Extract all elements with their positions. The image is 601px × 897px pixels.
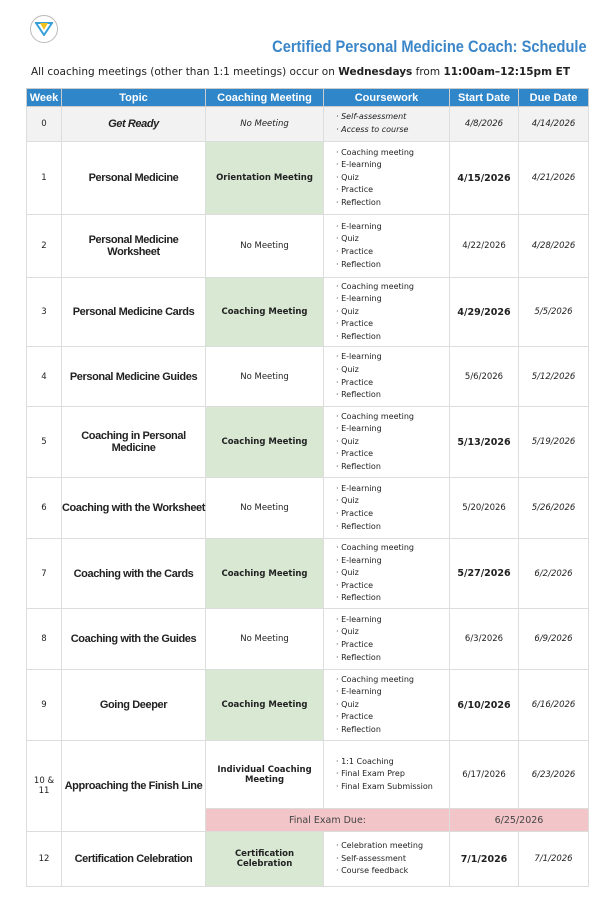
topic-cell: Certification Celebration	[62, 832, 206, 887]
coursework-cell	[324, 609, 450, 670]
logo	[30, 15, 58, 43]
due-date-cell: 4/28/2026	[519, 215, 589, 278]
header-meeting: Coaching Meeting	[206, 89, 324, 107]
coursework-item: · Practice	[336, 185, 374, 195]
coursework-item: · Practice	[336, 247, 374, 256]
coursework-item: · 1:1 Coaching	[336, 756, 394, 766]
coursework-item: · Reflection	[336, 652, 381, 662]
start-date-cell: 6/10/2026	[450, 670, 519, 741]
week-cell: 2	[27, 215, 62, 278]
coursework-cell	[324, 142, 450, 215]
week-cell: 8	[27, 609, 62, 670]
coursework-item: · E-learning	[336, 294, 382, 304]
coursework-item: · Quiz	[336, 568, 359, 578]
coursework-item: · E-learning	[336, 483, 382, 493]
topic-cell: Coaching in Personal Medicine	[62, 407, 206, 478]
coursework-item: · Coaching meeting	[336, 147, 415, 157]
coursework-cell	[324, 107, 450, 142]
coursework-item: · Coaching meeting	[336, 281, 415, 291]
start-date-cell: 4/15/2026	[450, 142, 519, 215]
coursework-cell	[324, 215, 450, 278]
coursework-item: · Practice	[336, 377, 374, 387]
table-row	[27, 278, 589, 347]
coursework-item: · Access to course	[336, 125, 409, 134]
due-date-cell: 6/2/2026	[519, 539, 589, 609]
week-cell: 12	[27, 832, 62, 887]
meeting-cell: Coaching Meeting	[206, 407, 324, 478]
schedule-table	[26, 88, 589, 887]
coursework-item: · Final Exam Submission	[336, 781, 433, 791]
coursework-item: · Reflection	[336, 331, 381, 341]
due-date-cell: 6/23/2026	[519, 741, 589, 809]
header-week: Week	[27, 89, 62, 107]
coursework-item: · Reflection	[336, 521, 381, 531]
coursework-item: · Quiz	[336, 496, 359, 506]
due-date-cell: 4/21/2026	[519, 142, 589, 215]
coursework-item: · Quiz	[336, 699, 359, 709]
due-date-cell: 7/1/2026	[519, 832, 589, 887]
week-cell: 5	[27, 407, 62, 478]
coursework-item: · E-learning	[336, 160, 382, 170]
due-date-cell: 5/19/2026	[519, 407, 589, 478]
coursework-item: · Course feedback	[336, 866, 409, 876]
table-row	[27, 347, 589, 407]
topic-cell: Personal Medicine Guides	[62, 347, 206, 407]
header-start-date: Start Date	[450, 89, 519, 107]
coursework-item: · Reflection	[336, 461, 381, 471]
table-row	[27, 107, 589, 142]
logo-triangle-icon	[35, 22, 53, 36]
due-date-cell: 6/9/2026	[519, 609, 589, 670]
coursework-cell	[324, 478, 450, 539]
table-row	[27, 539, 589, 609]
topic-cell: Going Deeper	[62, 670, 206, 741]
start-date-cell: 7/1/2026	[450, 832, 519, 887]
page-title: Certified Personal Medicine Coach: Schedule	[272, 37, 587, 56]
topic-cell: Approaching the Finish Line	[62, 741, 206, 832]
coursework-item: · Reflection	[336, 197, 381, 207]
coursework-item: · Final Exam Prep	[336, 769, 405, 779]
coursework-item: · Celebration meeting	[336, 841, 424, 851]
coursework-cell	[324, 278, 450, 347]
coursework-cell	[324, 539, 450, 609]
coursework-cell	[324, 832, 450, 887]
final-exam-label: Final Exam Due:	[206, 809, 450, 832]
header-due-date: Due Date	[519, 89, 589, 107]
start-date-cell: 5/27/2026	[450, 539, 519, 609]
schedule-note	[0, 66, 601, 78]
coursework-item: · Self-assessment	[336, 853, 406, 863]
note-day: Wednesdays	[338, 66, 413, 78]
coursework-item: · Practice	[336, 449, 374, 459]
coursework-item: · Quiz	[336, 436, 359, 446]
coursework-item: · E-learning	[336, 687, 382, 697]
note-time: 11:00am–12:15pm ET	[443, 66, 571, 78]
meeting-cell: No Meeting	[206, 609, 324, 670]
topic-cell: Coaching with the Cards	[62, 539, 206, 609]
table-row	[27, 609, 589, 670]
coursework-cell	[324, 407, 450, 478]
due-date-cell: 5/26/2026	[519, 478, 589, 539]
table-row	[27, 741, 589, 809]
start-date-cell: 5/20/2026	[450, 478, 519, 539]
week-cell: 4	[27, 347, 62, 407]
table-row	[27, 670, 589, 741]
note-text: All coaching meetings (other than 1:1 meetings) occur on	[30, 66, 339, 78]
table-row	[27, 832, 589, 887]
coursework-cell	[324, 347, 450, 407]
topic-cell: Coaching with the Worksheet	[62, 478, 206, 539]
coursework-item: · E-learning	[336, 352, 382, 362]
coursework-item: · Reflection	[336, 259, 381, 269]
topic-cell: Personal Medicine Worksheet	[62, 215, 206, 278]
coursework-cell	[324, 741, 450, 809]
coursework-cell	[324, 670, 450, 741]
week-cell: 1	[27, 142, 62, 215]
meeting-cell: Certification Celebration	[206, 832, 324, 887]
start-date-cell: 4/22/2026	[450, 215, 519, 278]
table-row	[27, 215, 589, 278]
week-cell: 6	[27, 478, 62, 539]
coursework-item: · Practice	[336, 319, 374, 329]
header-coursework: Coursework	[324, 89, 450, 107]
meeting-cell: No Meeting	[206, 478, 324, 539]
coursework-item: · Reflection	[336, 724, 381, 734]
table-header-row	[27, 89, 589, 107]
due-date-cell: 4/14/2026	[519, 107, 589, 142]
start-date-cell: 4/29/2026	[450, 278, 519, 347]
final-exam-date: 6/25/2026	[450, 809, 589, 832]
coursework-item: · Reflection	[336, 593, 381, 603]
meeting-cell: No Meeting	[206, 215, 324, 278]
coursework-item: · E-learning	[336, 555, 382, 565]
coursework-item: · E-learning	[336, 614, 382, 624]
due-date-cell: 6/16/2026	[519, 670, 589, 741]
week-cell: 7	[27, 539, 62, 609]
coursework-item: · Quiz	[336, 627, 359, 637]
start-date-cell: 5/13/2026	[450, 407, 519, 478]
start-date-cell: 6/17/2026	[450, 741, 519, 809]
start-date-cell: 6/3/2026	[450, 609, 519, 670]
week-cell: 9	[27, 670, 62, 741]
topic-cell: Coaching with the Guides	[62, 609, 206, 670]
coursework-item: · Coaching meeting	[336, 674, 415, 684]
meeting-cell: Coaching Meeting	[206, 278, 324, 347]
meeting-cell: Coaching Meeting	[206, 539, 324, 609]
topic-cell: Get Ready	[62, 107, 206, 142]
due-date-cell: 5/12/2026	[519, 347, 589, 407]
coursework-item: · Practice	[336, 580, 374, 590]
topic-cell: Personal Medicine	[62, 142, 206, 215]
coursework-item: · Practice	[336, 640, 374, 649]
note-text: from	[412, 66, 444, 78]
week-cell: 0	[27, 107, 62, 142]
coursework-item: · Quiz	[336, 172, 359, 182]
coursework-item: · E-learning	[336, 424, 382, 434]
coursework-item: · Practice	[336, 712, 374, 722]
coursework-item: · Reflection	[336, 390, 381, 400]
week-cell: 10 & 11	[27, 741, 62, 832]
meeting-cell: Coaching Meeting	[206, 670, 324, 741]
meeting-cell: No Meeting	[206, 347, 324, 407]
topic-cell: Personal Medicine Cards	[62, 278, 206, 347]
due-date-cell: 5/5/2026	[519, 278, 589, 347]
coursework-item: · Quiz	[336, 306, 359, 316]
meeting-cell: No Meeting	[206, 107, 324, 142]
header-topic: Topic	[62, 89, 206, 107]
meeting-cell: Individual Coaching Meeting	[206, 741, 324, 809]
start-date-cell: 5/6/2026	[450, 347, 519, 407]
meeting-cell: Orientation Meeting	[206, 142, 324, 215]
coursework-item: · Quiz	[336, 364, 359, 374]
table-row	[27, 407, 589, 478]
table-row	[27, 142, 589, 215]
coursework-item: · Practice	[336, 509, 374, 518]
coursework-item: · E-learning	[336, 221, 382, 231]
start-date-cell: 4/8/2026	[450, 107, 519, 142]
coursework-item: · Coaching meeting	[336, 411, 415, 421]
week-cell: 3	[27, 278, 62, 347]
coursework-item: · Quiz	[336, 234, 359, 244]
coursework-item: · Self-assessment	[336, 112, 407, 122]
coursework-item: · Coaching meeting	[336, 543, 415, 553]
table-row	[27, 478, 589, 539]
